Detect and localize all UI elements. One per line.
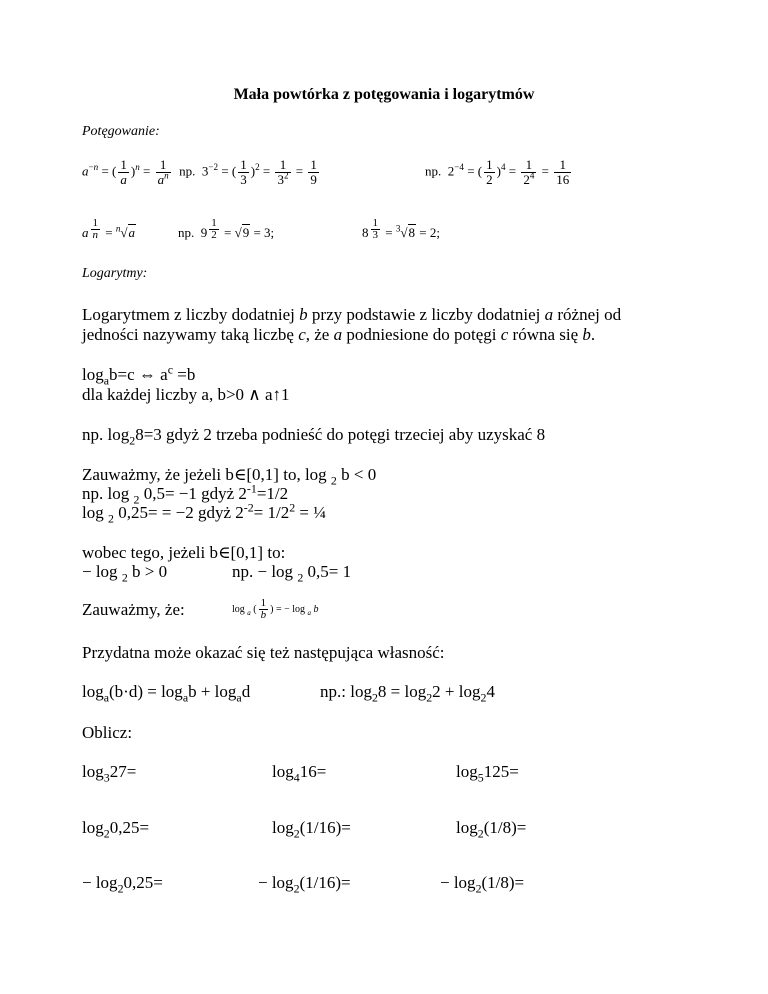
formula-example-2: np. $2^{-4}$ = ( $\frac{1}{2}$ )$^4$ = $\frac{1}{2^4}$ = $\frac{1}{16}$: [425, 157, 570, 187]
property-formula: $\log_a(b\cdot d) = \log_ab + \log_ad$: [82, 682, 251, 705]
section-heading-logs: Logarytmy:: [82, 266, 148, 281]
formula-log-reciprocal: log $_a$ ( $\frac{1}{b}$ ) = − log $_a$ b: [232, 597, 319, 621]
example-log2-8: np. $\log_28=3$ gdyż 2 trzeba podnieść do potęgi trzeciej aby uzyskać 8: [82, 425, 546, 448]
definition-line-1: Logarytmem z liczby dodatniej b przy podstawie z liczby dodatniej a różnej od: [82, 305, 622, 324]
notice-line: Zauważmy, że jeżeli b∈[0,1] to, log $_2$ b < 0: [82, 465, 377, 488]
exercise-2-1: $\log_20,25=$: [82, 818, 150, 841]
exercise-1-3: $\log_5125=$: [456, 762, 519, 785]
formula-fractional-exponent: a $^{\frac{1}{n}}$ = $^n$√a: [82, 217, 136, 241]
formula-negative-exponent: $a^{-n}$ = ( $\frac{1}{a}$ )$^n$ = $\frac{1}{a^n}$ np. $3^{-2}$ = ( $\frac{1}{3}$ )$^2$ = $\frac{1}{3^2}$ = $\frac{1}{9}$: [82, 157, 317, 187]
log-equivalence: $\log_ab=c$ ⇔ $a^c =b$: [82, 362, 196, 388]
exercise-1-2: $\log_416=$: [272, 762, 327, 785]
neg-log-line: − log $_2$ b > 0: [82, 562, 168, 585]
notice2-label: Zauważmy, że:: [82, 600, 185, 619]
exercise-1-1: $\log_327=$: [82, 762, 137, 785]
page-title: Mała powtórka z potęgowania i logarytmów: [233, 86, 535, 103]
example-log-025: log $_2$ 0,25= = −2 gdyż $2^{-2}= 1/2^2$ = ¼: [82, 500, 327, 526]
therefore-line: wobec tego, jeżeli b∈[0,1] to:: [82, 543, 286, 562]
calc-heading: Oblicz:: [82, 723, 133, 742]
definition-line-2: jedności nazywamy taką liczbę c, że a podniesione do potęgi c równa się b.: [82, 325, 596, 344]
exercise-2-2: $\log_2(1/16)=$: [272, 818, 351, 841]
exercise-3-3: − $\log_2(1/8)=$: [440, 873, 525, 896]
condition-line: dla każdej liczby a, b>0 ∧ a↑1: [82, 385, 290, 404]
section-heading-powers: Potęgowanie:: [82, 124, 160, 139]
exercise-3-1: − $\log_20,25=$: [82, 873, 163, 896]
exercise-2-3: $\log_2(1/8)=$: [456, 818, 527, 841]
example-log-05: np. log $_2$ 0,5= −1 gdyż $2^{-1}=1/2$: [82, 481, 289, 507]
neg-log-example: np. − log $_2$ 0,5= 1: [232, 562, 352, 585]
exercise-3-2: − $\log_2(1/16)=$: [258, 873, 351, 896]
property-intro: Przydatna może okazać się też następująca własność:: [82, 643, 445, 662]
property-example: np.: $\log_28 = \log_22 + \log_24$: [320, 682, 495, 705]
formula-example-sqrt: np. 9 $^{\frac{1}{2}}$ = √9 = 3;: [178, 217, 275, 241]
formula-example-cbrt: 8 $^{\frac{1}{3}}$ = $^3$√8 = 2;: [362, 217, 440, 241]
